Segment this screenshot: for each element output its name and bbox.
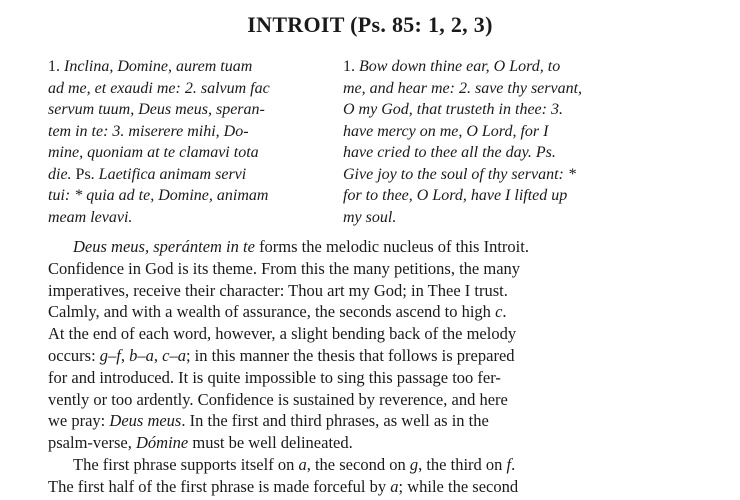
- latin-text: die.: [48, 165, 76, 183]
- english-line: my soul.: [343, 208, 397, 226]
- commentary-line: [48, 301, 622, 323]
- latin-text: Laetifica animam servi: [98, 165, 247, 183]
- english-line: for to thee, O Lord, have I lifted up: [343, 187, 568, 204]
- latin-line: mine, quoniam at te clamavi tota: [48, 144, 259, 161]
- commentary-text: [48, 236, 622, 498]
- commentary-text-run: The first half of the first phrase is made forceful by: [48, 476, 391, 496]
- latin-line: ad me, et exaudi me: 2. salvum fac: [48, 79, 270, 97]
- latin-line: tem in te: 3. miserere mihi, Do-: [48, 122, 249, 140]
- latin-line: meam levavi.: [48, 208, 133, 226]
- english-line: [343, 56, 623, 78]
- commentary-line: At the end of each word, however, a slight bending back of the melody: [48, 324, 517, 344]
- commentary-text-run: we pray:: [48, 411, 110, 431]
- commentary-line: [48, 236, 622, 258]
- commentary-line: [48, 454, 622, 476]
- note-name: a: [390, 476, 399, 496]
- quoted-latin: Deus meus: [109, 411, 182, 431]
- commentary-text-run: forms the melodic nucleus of this Introit.: [254, 237, 529, 256]
- verse-number: 1.: [343, 58, 359, 75]
- note-name: f: [506, 454, 512, 474]
- english-line: Give joy to the soul of thy servant: *: [343, 165, 576, 183]
- english-line: O my God, that trusteth in thee: 3.: [343, 101, 563, 118]
- quoted-latin: Deus meus, sperántem in te: [73, 237, 255, 256]
- commentary-text-run: ,: [153, 345, 163, 365]
- commentary-text-run: , the third on: [418, 454, 507, 474]
- note-name: a: [298, 454, 307, 474]
- commentary-text-run: .: [511, 454, 516, 474]
- note-name: g: [409, 454, 419, 474]
- latin-line: [48, 164, 320, 186]
- note-name: g–f: [99, 345, 121, 365]
- english-line: have mercy on me, O Lord, for I: [343, 122, 549, 140]
- commentary-text-run: ,: [120, 345, 130, 365]
- commentary-text-run: psalm-verse,: [48, 433, 136, 453]
- commentary-line: for and introduced. It is quite impossible to sing this passage too fer-: [48, 367, 501, 387]
- latin-line: servum tuum, Deus meus, speran-: [48, 101, 265, 118]
- commentary-line: vently or too ardently. Confidence is sustained by reverence, and here: [48, 389, 508, 409]
- quoted-latin: Dómine: [135, 433, 189, 453]
- commentary-text-run: , the second on: [306, 454, 410, 474]
- commentary-text-run: .: [502, 302, 507, 322]
- commentary-text-run: ; while the second: [398, 476, 519, 496]
- commentary-line: Confidence in God is its theme. From this the many petitions, the many: [48, 258, 521, 278]
- latin-text: Inclina, Domine, aurem tuam: [64, 58, 253, 75]
- commentary-text-run: . In the first and third phrases, as well as in the: [181, 411, 489, 431]
- latin-line: tui: * quia ad te, Domine, animam: [48, 187, 269, 204]
- commentary-text-run: occurs:: [48, 345, 100, 365]
- note-name: c–a: [162, 345, 186, 365]
- commentary-text-run: ; in this manner the thesis that follows is prepared: [185, 345, 515, 365]
- note-name: c: [495, 302, 503, 322]
- latin-line: [48, 56, 320, 78]
- commentary-line: imperatives, receive their character: Thou art my God; in Thee I trust.: [48, 280, 508, 300]
- english-line: me, and hear me: 2. save thy servant,: [343, 79, 583, 97]
- psalm-marker: Ps.: [75, 165, 99, 183]
- commentary-line: [48, 345, 622, 367]
- commentary-line: [48, 410, 622, 432]
- commentary-text-run: Calmly, and with a wealth of assurance, the seconds ascend to high: [48, 302, 496, 322]
- english-line: have cried to thee all the day. Ps.: [343, 144, 556, 161]
- commentary-line: [48, 476, 622, 498]
- page-title: INTROIT (Ps. 85: 1, 2, 3): [247, 12, 493, 37]
- commentary-line: [48, 432, 622, 454]
- commentary-text-run: The first phrase supports itself on: [73, 454, 299, 474]
- verse-number: 1.: [48, 58, 64, 75]
- english-translation-column: [343, 56, 623, 228]
- english-text: Bow down thine ear, O Lord, to: [359, 58, 561, 75]
- latin-text-column: [48, 56, 320, 228]
- note-name: b–a: [129, 345, 154, 365]
- commentary-text-run: must be well delineated.: [188, 433, 353, 453]
